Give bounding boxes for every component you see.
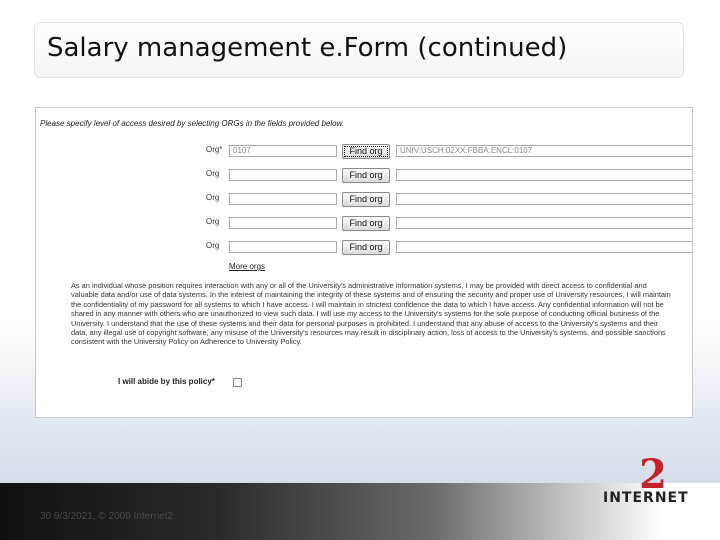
org-row bbox=[36, 167, 692, 185]
org-path-field[interactable]: UNIV:USCH:02XX:FBBA:ENCL:0107 bbox=[396, 145, 693, 157]
org-path-field[interactable] bbox=[396, 193, 693, 205]
org-input[interactable]: 0107 bbox=[229, 145, 337, 157]
org-row bbox=[36, 239, 692, 257]
org-row bbox=[36, 143, 692, 161]
internet2-logo bbox=[603, 452, 703, 520]
org-input[interactable] bbox=[229, 217, 337, 229]
org-label: Org* bbox=[206, 145, 223, 154]
org-label: Org bbox=[206, 241, 220, 250]
form-instruction: Please specify level of access desired by selecting ORGs in the fields provided below. bbox=[40, 119, 345, 128]
logo-numeral: 2 bbox=[639, 452, 667, 492]
slide-footer: 30 9/3/2021, © 2009 Internet2 bbox=[40, 511, 174, 522]
org-row bbox=[36, 191, 692, 209]
logo-numeral-icon bbox=[603, 452, 703, 492]
find-org-button[interactable]: Find org bbox=[342, 216, 390, 231]
org-label: Org bbox=[206, 169, 220, 178]
find-org-button[interactable]: Find org bbox=[342, 168, 390, 183]
org-input[interactable] bbox=[229, 193, 337, 205]
org-input[interactable] bbox=[229, 241, 337, 253]
org-row bbox=[36, 215, 692, 233]
form-screenshot bbox=[35, 107, 693, 418]
policy-text: As an individual whose position requires interaction with any or all of the University's administrative information systems, I may be provided with direct access to confidential and valuable data and/or use of data systems. In the interest of maintaining the integrity of these systems and of ensuring the security and proper use of University resources, I will maintain the confidentiality of my password for all systems to which I have access. I will maintain in strictest confidence the data to which I have access. Any confidential information will not be shared in any manner with others who are unauthorized to view such data. I will use my access to the University's systems for the sole purpose of conducting official business of the University. I understand that the use of these systems and their data for personal purposes is prohibited. I understand that any abuse of access to the University's systems and their data, any illegal use of copyright software, any misuse of the University's resources may result in disciplinary action, loss of access to the University's systems, and possible sanctions consistent with the University Policy on Adherence to University Policy. bbox=[71, 281, 671, 347]
org-label: Org bbox=[206, 193, 220, 202]
org-path-field[interactable] bbox=[396, 217, 693, 229]
org-path-field[interactable] bbox=[396, 169, 693, 181]
slide-title-box bbox=[34, 22, 684, 78]
slide-title: Salary management e.Form (continued) bbox=[47, 33, 568, 63]
more-orgs-link[interactable]: More orgs bbox=[229, 262, 266, 271]
find-org-button[interactable]: Find org bbox=[342, 192, 390, 207]
org-input[interactable] bbox=[229, 169, 337, 181]
logo-wordmark: INTERNET bbox=[603, 490, 689, 506]
org-label: Org bbox=[206, 217, 220, 226]
find-org-button[interactable]: Find org bbox=[342, 144, 390, 159]
find-org-button[interactable]: Find org bbox=[342, 240, 390, 255]
abide-policy-label: I will abide by this policy* bbox=[118, 377, 215, 386]
abide-policy-checkbox[interactable] bbox=[233, 378, 242, 387]
org-path-field[interactable] bbox=[396, 241, 693, 253]
